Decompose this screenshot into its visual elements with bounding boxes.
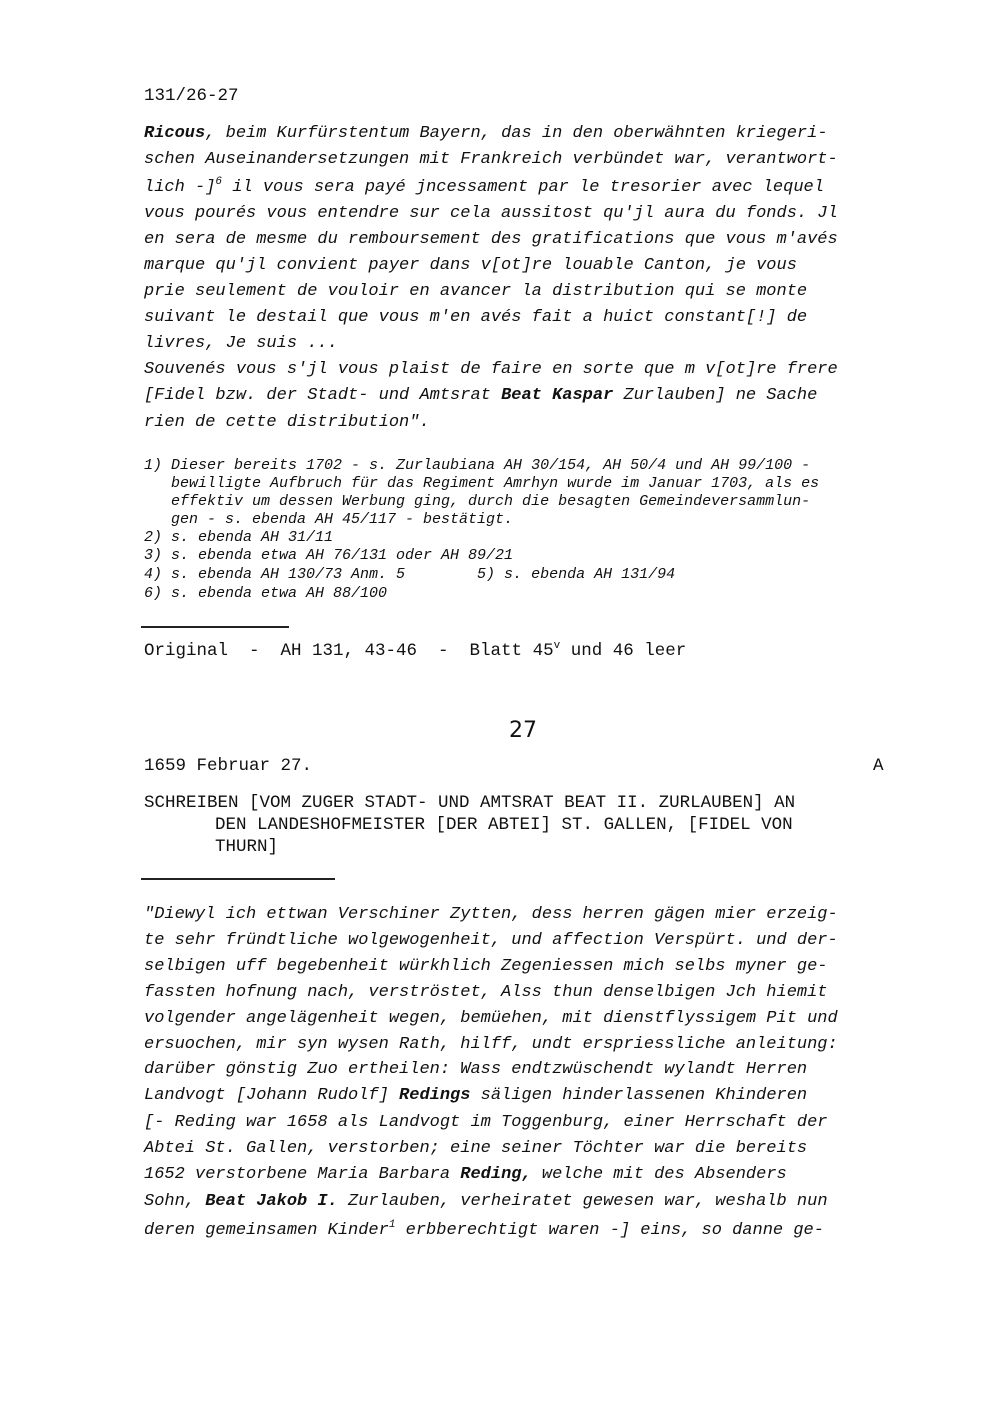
text-line: "Diewyl ich ettwan Verschiner Zytten, dess herren gägen mier erzeig- xyxy=(144,905,838,924)
separator-rule xyxy=(141,626,289,628)
text-line: Souvenés vous s'jl vous plaist de faire en sorte que m v[ot]re frere xyxy=(144,360,838,379)
text-line: Landvogt [Johann Rudolf] Redings säligen hinderlassenen Khinderen xyxy=(144,1086,808,1105)
separator-rule xyxy=(141,878,335,880)
text-line: deren gemeinsamen Kinder$^1$ erbberechtigt waren -] eins, so danne ge- xyxy=(144,1219,824,1240)
text-line: schen Auseinandersetzungen mit Frankreich verbündet war, verantwort- xyxy=(144,150,838,169)
footnote: effektiv um dessen Werbung ging, durch die besagten Gemeindeversammlun- xyxy=(144,493,811,510)
footnote: 1) Dieser bereits 1702 - s. Zurlaubiana AH 30/154, AH 50/4 und AH 99/100 - xyxy=(144,457,811,474)
text-line: te sehr fründtliche wolgewogenheit, und affection Verspürt. und der- xyxy=(144,931,838,950)
footnote: gen - s. ebenda AH 45/117 - bestätigt. xyxy=(144,511,514,528)
heading-line: DEN LANDESHOFMEISTER [DER ABTEI] ST. GALLEN, [FIDEL VON xyxy=(215,815,793,835)
text-line: marque qu'jl convient payer dans v[ot]re louable Canton, je vous xyxy=(144,256,797,275)
text-line: [Fidel bzw. der Stadt- und Amtsrat Beat Kaspar Zurlauben] ne Sache xyxy=(144,386,818,405)
text-line: selbigen uff begebenheit würkhlich Zegeniessen mich selbs myner ge- xyxy=(144,957,828,976)
footnote-ref: 1 xyxy=(388,1219,396,1231)
footnote: 4) s. ebenda AH 130/73 Anm. 5 5) s. ebenda AH 131/94 xyxy=(144,566,676,583)
text-line: volgender angelägenheit wegen, bemüehen, mit dienstflyssigem Pit und xyxy=(144,1009,838,1028)
heading-line: THURN] xyxy=(215,837,279,857)
document-number: 27 xyxy=(509,718,537,743)
text-line: rien de cette distribution". xyxy=(144,413,430,432)
text-line: en sera de mesme du remboursement des gratifications que vous m'avés xyxy=(144,230,838,249)
text-line: Abtei St. Gallen, verstorben; eine seiner Töchter war die bereits xyxy=(144,1139,808,1158)
text-line: Sohn, Beat Jakob I. Zurlauben, verheiratet gewesen war, weshalb nun xyxy=(144,1192,828,1211)
footnote-ref: 6 xyxy=(215,176,223,188)
footnote: 2) s. ebenda AH 31/11 xyxy=(144,529,334,546)
text-line: prie seulement de vouloir en avancer la distribution qui se monte xyxy=(144,282,808,301)
text-line: lich -]$^6$ il vous sera payé jncessament par le tresorier avec lequel xyxy=(144,176,824,197)
footnote: 6) s. ebenda etwa AH 88/100 xyxy=(144,585,388,602)
text-line: vous pourés vous entendre sur cela aussitost qu'jl aura du fonds. Jl xyxy=(144,204,838,223)
text-line: 1652 verstorbene Maria Barbara Reding, welche mit des Absenders xyxy=(144,1165,787,1184)
text-line: suivant le destail que vous m'en avés fait a huict constant[!] de xyxy=(144,308,808,327)
original-source-line: Original - AH 131, 43-46 - Blatt 45$^v$ und 46 leer xyxy=(144,640,687,661)
document-grade: A xyxy=(873,756,884,776)
text-line: darüber gönstig Zuo ertheilen: Wass endtzwüschendt wylandt Herren xyxy=(144,1060,808,1079)
footnote: 3) s. ebenda etwa AH 76/131 oder AH 89/21 xyxy=(144,547,514,564)
text-line: fassten hofnung nach, verströstet, Alss thun denselbigen Jch hiemit xyxy=(144,983,828,1002)
document-date: 1659 Februar 27. xyxy=(144,756,313,776)
footnote: bewilligte Aufbruch für das Regiment Amrhyn wurde im Januar 1703, als es xyxy=(144,475,820,492)
page-reference: 131/26-27 xyxy=(144,86,239,106)
heading-line: SCHREIBEN [VOM ZUGER STADT- UND AMTSRAT BEAT II. ZURLAUBEN] AN xyxy=(144,793,796,813)
text-line: ersuochen, mir syn wysen Rath, hilff, undt erspriessliche anleitung: xyxy=(144,1035,838,1054)
text-line: [- Reding war 1658 als Landvogt im Toggenburg, einer Herrschaft der xyxy=(144,1113,828,1132)
text-line: Ricous, beim Kurfürstentum Bayern, das in den oberwähnten kriegeri- xyxy=(144,124,828,143)
text-line: livres, Je suis ... xyxy=(144,334,338,353)
